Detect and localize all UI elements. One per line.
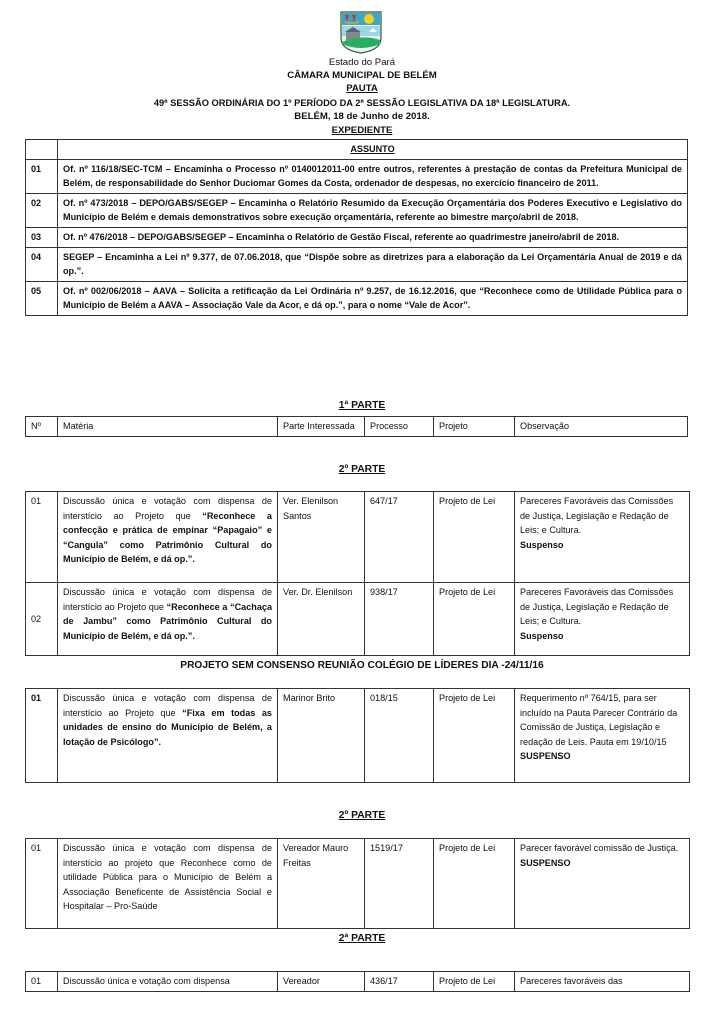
col-header-num: Nº [26,417,58,437]
materia-text: Discussão única e votação com dispensa de interstício ao projeto que Reconhece como de utilidade Pública para o Município de Belém a Associação Beneficente de Assistência Social e Hospitalar – Pro-Saúde [63,843,272,912]
sem-consenso-title: PROJETO SEM CONSENSO REUNIÃO COLÉGIO DE LÍDERES DIA -24/11/16 [180,660,544,671]
parte-interessada: Vereador [278,972,365,992]
projeto: Projeto de Lei [434,972,515,992]
row-number: 02 [26,193,58,227]
processo: 436/17 [365,972,434,992]
row-number: 02 [26,583,58,656]
parte2b-title: 2º PARTE [338,810,386,821]
materia-row [26,492,690,583]
materia-cell [58,689,278,783]
observacao-cell [515,689,690,783]
processo: 1519/17 [365,839,434,929]
materia-cell [58,839,278,929]
parte-interessada: Vereador Mauro Freitas [278,839,365,929]
status-label: Suspenso [520,539,564,550]
col-header-parte: Parte Interessada [278,417,365,437]
materia-cell [58,583,278,656]
observacao-text: Pareceres favoráveis das [515,972,690,992]
assunto-header: ASSUNTO [58,140,688,160]
row-number: 01 [26,492,58,583]
parte1-table [25,416,688,437]
projeto: Projeto de Lei [434,492,515,583]
status-label: SUSPENSO [520,751,571,762]
materia-row [26,583,690,656]
expediente-table [25,139,688,316]
parte2b-table [25,838,690,929]
session-title: 49ª SESSÃO ORDINÁRIA DO 1º PERÍODO DA 2ª SESSÃO LEGISLATIVA DA 18ª LEGISLATURA. [153,98,571,108]
municipal-coat-of-arms-icon [337,10,385,54]
row-number: 01 [26,839,58,929]
materia-row [26,839,690,929]
processo: 938/17 [365,583,434,656]
parte1-title: 1ª PARTE [338,400,386,411]
processo: 018/15 [365,689,434,783]
materia-row [26,689,690,783]
parte2c-title: 2ª PARTE [338,933,386,944]
materia-title: “Fixa em todas as unidades de ensino do Município de Belém, a lotação de Psicólogo”. [63,707,272,747]
materia-row [26,972,690,992]
observacao-cell [515,583,690,656]
materia-title: “Reconhece a confecção e prática de empinar “Papagaio” e “Cangula” como Patrimônio Cultural do Município de Belém, e dá op.”. [63,510,272,565]
parte-interessada: Ver. Dr. Elenilson [278,583,365,656]
expediente-row [26,193,688,227]
document-type: PAUTA [346,83,378,94]
expediente-header-row [26,140,688,160]
observacao-text: Requerimento nº 764/15, para ser incluído na Pauta Parecer Contrário da Comissão de Justiça, Legislação e redação de Leis. Pauta em 19/10/15 [520,693,678,747]
assunto-text: Of. nº 476/2018 – DEPO/GABS/SEGEP – Encaminha o Relatório de Gestão Fiscal, referente ao quadrimestre janeiro/abril de 2018. [58,227,688,247]
row-number: 01 [26,972,58,992]
materia-cell [58,492,278,583]
status-label: Suspenso [520,630,564,641]
row-number: 03 [26,227,58,247]
sem-consenso-table [25,688,690,783]
empty-header-cell [26,140,58,160]
col-header-observacao: Observação [515,417,688,437]
expediente-row [26,247,688,281]
assunto-text: Of. nº 473/2018 – DEPO/GABS/SEGEP – Encaminha o Relatório Resumido da Execução Orçamentária dos Poderes Executivo e Legislativo do Município de Belém e demais demonstrativos sobre execução orçamentária, referente ao bimestre março/abril de 2018. [58,193,688,227]
expediente-row [26,159,688,193]
row-number: 05 [26,281,58,315]
state-name: Estado do Pará [328,57,396,68]
row-number: 04 [26,247,58,281]
parte2-title: 2º PARTE [338,464,386,475]
observacao-text: Pareceres Favoráveis das Comissões de Justiça, Legislação e Redação de Leis; e Cultura. [520,587,674,627]
materia-text: Discussão única e votação com dispensa [58,972,278,992]
observacao-cell [515,492,690,583]
projeto: Projeto de Lei [434,689,515,783]
projeto: Projeto de Lei [434,839,515,929]
expediente-row [26,227,688,247]
status-label: SUSPENSO [520,857,571,868]
observacao-cell [515,839,690,929]
projeto: Projeto de Lei [434,583,515,656]
materia-text: Discussão única e votação com dispensa de interstício ao Projeto que [63,693,272,718]
col-header-materia: Matéria [58,417,278,437]
observacao-text: Parecer favorável comissão de Justiça. [520,843,679,853]
row-number: 01 [26,689,58,783]
processo: 647/17 [365,492,434,583]
assunto-text: Of. nº 002/06/2018 – AAVA – Solicita a retificação da Lei Ordinária nº 9.257, de 16.12.2016, que “Reconhece como de Utilidade Pública para o Município de Belém a AAVA – Associação Vale da Acor, e dá op.”, para o nome “Vale de Acor”. [58,281,688,315]
expediente-title: EXPEDIENTE [331,125,393,136]
parte-interessada: Marinor Brito [278,689,365,783]
col-header-processo: Processo [365,417,434,437]
chamber-name: CÂMARA MUNICIPAL DE BELÉM [287,70,437,81]
assunto-text: SEGEP – Encaminha a Lei nº 9.377, de 07.06.2018, que “Dispõe sobre as diretrizes para a elaboração da Lei Orçamentária Anual de 2019 e dá op.”. [58,247,688,281]
parte2-table [25,491,690,656]
materia-text: Discussão única e votação com dispensa de interstício ao Projeto que [63,496,272,521]
session-date: BELÉM, 18 de Junho de 2018. [294,111,430,122]
col-header-projeto: Projeto [434,417,515,437]
observacao-text: Pareceres Favoráveis das Comissões de Justiça, Legislação e Redação de Leis; e Cultura. [520,496,674,536]
parte2c-table [25,971,690,992]
assunto-text: Of. nº 116/18/SEC-TCM – Encaminha o Processo nº 0140012011-00 entre outros, referentes à prestação de contas da Prefeitura Municipal de Belém, de responsabilidade do Senhor Duciomar Gomes da Costa, ordenador de despesas, no exercício financeiro de 2011. [58,159,688,193]
materia-text: Discussão única e votação com dispensa de interstício ao Projeto que [63,587,272,612]
row-number: 01 [26,159,58,193]
expediente-row [26,281,688,315]
parte1-header-row [26,417,688,437]
materia-title: “Reconhece a “Cachaça de Jambu” como Patrimônio Cultural do Município de Belém, e dá op.”. [63,601,273,641]
parte-interessada: Ver. Elenilson Santos [278,492,365,583]
